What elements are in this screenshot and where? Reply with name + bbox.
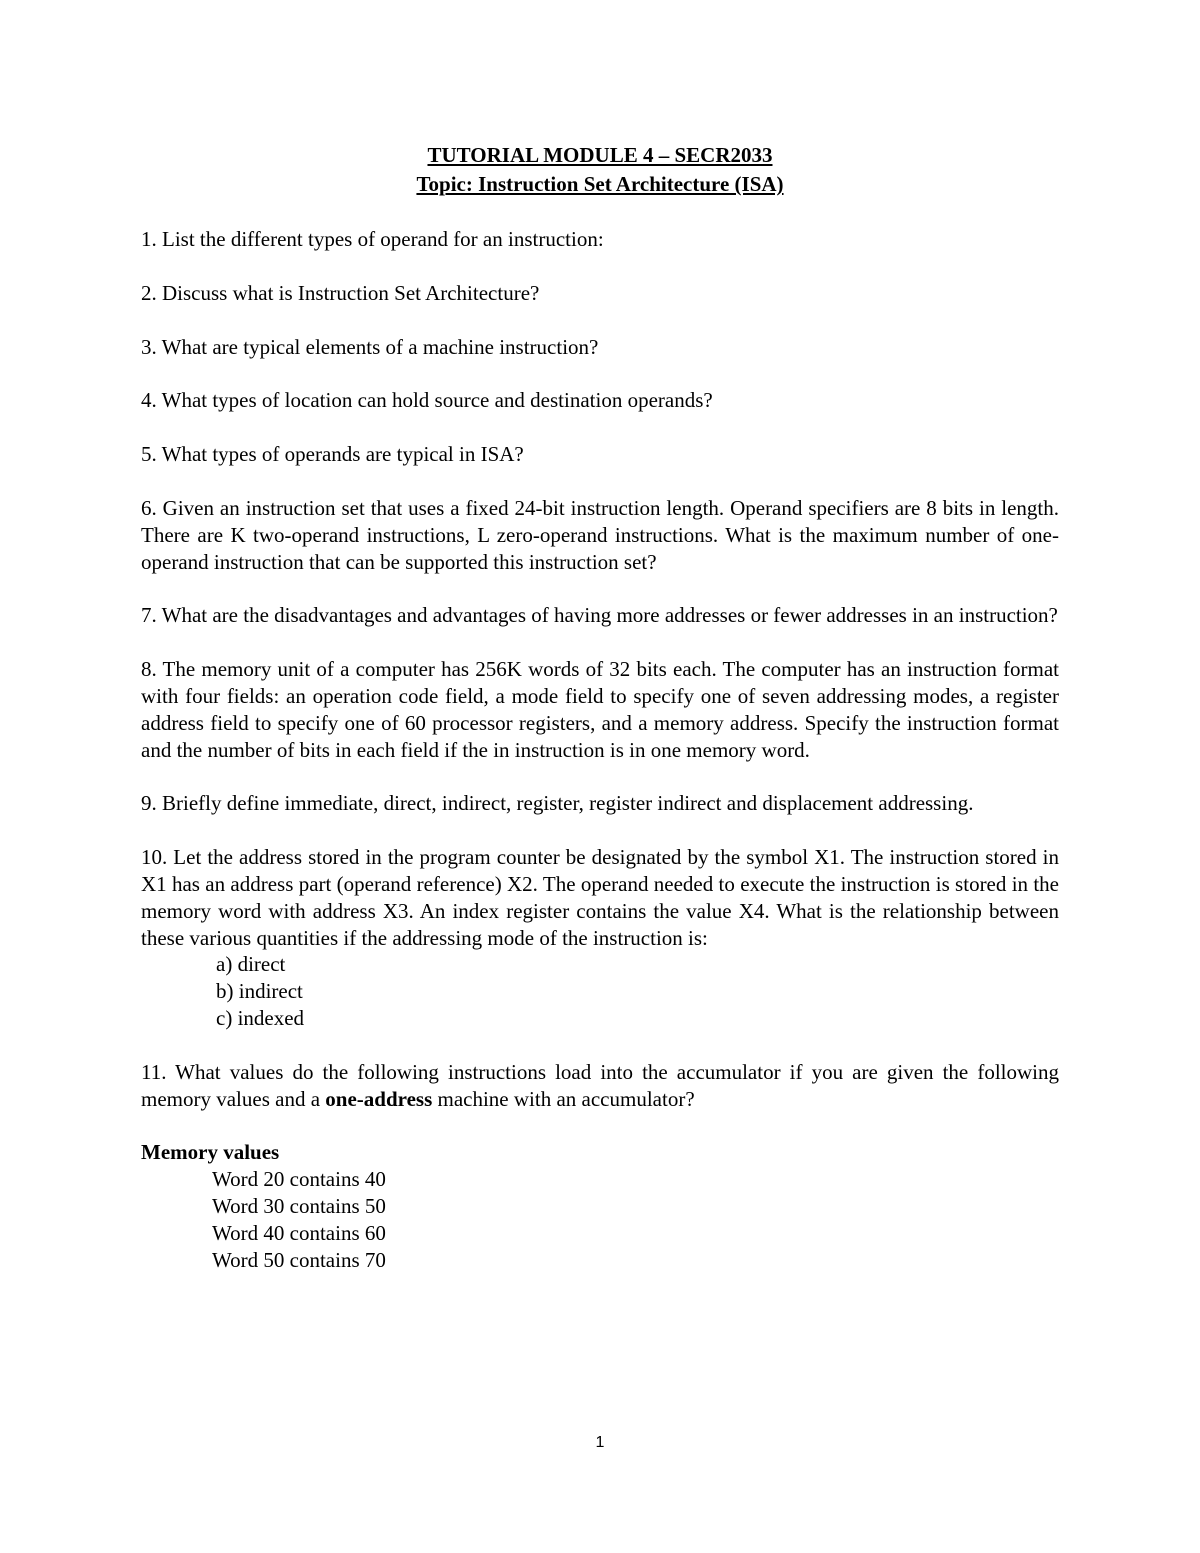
question-9: 9. Briefly define immediate, direct, indirect, register, register indirect and displacement addressing. <box>141 791 974 816</box>
question-3: 3. What are typical elements of a machine instruction? <box>141 334 599 359</box>
question-7: 7. What are the disadvantages and advantages of having more addresses or fewer addresses in an instruction? <box>141 603 1058 628</box>
memory-values-list <box>141 1166 1059 1273</box>
memory-value-item: Word 40 contains 60 <box>212 1220 386 1245</box>
document-topic: Topic: Instruction Set Architecture (ISA) <box>416 172 784 196</box>
memory-value-item: Word 30 contains 50 <box>212 1193 386 1218</box>
question-10-option-c: c) indexed <box>216 1005 305 1030</box>
question-10: 10. Let the address stored in the program counter be designated by the symbol X1. The instruction stored in X1 has an address part (operand reference) X2. The operand needed to execute the instruction is stored in the memory word with address X3. An index register contains the value X4. What is the relationship between these various quantities if the addressing mode of the instruction is: <box>141 845 1059 950</box>
question-10-option-a: a) direct <box>216 952 286 977</box>
memory-value-item: Word 50 contains 70 <box>212 1247 386 1272</box>
question-4: 4. What types of location can hold source and destination operands? <box>141 388 713 413</box>
question-6: 6. Given an instruction set that uses a fixed 24-bit instruction length. Operand specifiers are 8 bits in length. There are K two-operand instructions, L zero-operand instructions. What is the maximum number of one-operand instruction that can be supported this instruction set? <box>141 495 1059 574</box>
document-body <box>141 226 1059 1273</box>
question-2: 2. Discuss what is Instruction Set Architecture? <box>141 280 540 305</box>
question-10-option-b: b) indirect <box>216 979 303 1004</box>
question-5: 5. What types of operands are typical in ISA? <box>141 442 524 467</box>
question-11-text-after: machine with an accumulator? <box>432 1086 695 1111</box>
document-title: TUTORIAL MODULE 4 – SECR2033 <box>427 143 773 167</box>
question-11-text-before: 11. What values do the following instructions load into the accumulator if you are given the following memory values and a <box>141 1059 1059 1111</box>
page-number: 1 <box>595 1434 605 1451</box>
question-10-options <box>141 951 1059 1031</box>
memory-values-heading: Memory values <box>141 1140 280 1165</box>
question-1: 1. List the different types of operand for an instruction: <box>141 227 604 251</box>
memory-value-item: Word 20 contains 40 <box>212 1167 386 1192</box>
question-11 <box>141 1059 1059 1113</box>
question-11-bold-term: one-address <box>325 1086 433 1111</box>
question-8: 8. The memory unit of a computer has 256K words of 32 bits each. The computer has an instruction format with four fields: an operation code field, a mode field to specify one of seven addressing modes, a register address field to specify one of 60 processor registers, and a memory address. Specify the instruction format and the number of bits in each field if the in instruction is in one memory word. <box>141 657 1059 762</box>
